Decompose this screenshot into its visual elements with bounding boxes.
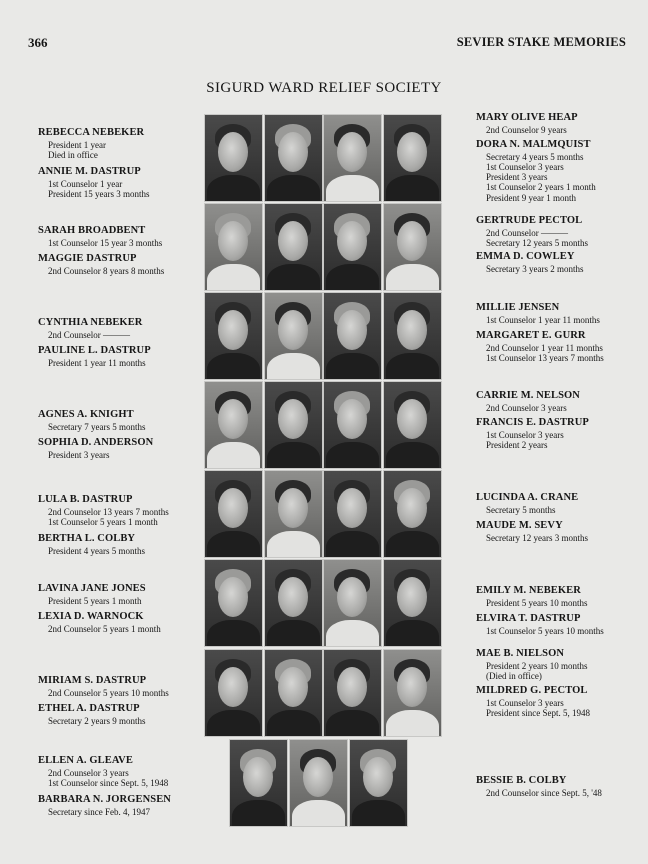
- member-name: CYNTHIA NEBEKER: [38, 317, 143, 328]
- portrait-photo: [383, 470, 442, 558]
- member-service: (Died in office): [486, 670, 542, 681]
- member-service: 2nd Counselor 5 years 1 month: [48, 623, 161, 634]
- portrait-photo: [264, 649, 323, 737]
- member-service: President 5 years 1 month: [48, 595, 142, 606]
- portrait-photo: [204, 292, 263, 380]
- right-entry: [476, 216, 588, 248]
- member-service: Secretary 2 years 9 months: [48, 715, 146, 726]
- member-service: President 4 years 5 months: [48, 545, 145, 556]
- left-entry: [38, 756, 168, 788]
- member-name: BESSIE B. COLBY: [476, 775, 567, 786]
- portrait-photo: [229, 739, 288, 827]
- member-name: MARGARET E. GURR: [476, 330, 586, 341]
- member-service: 1st Counselor 3 years: [486, 429, 564, 440]
- portrait-photo: [383, 649, 442, 737]
- member-service: 1st Counselor 3 years: [486, 697, 564, 708]
- portrait-photo: [383, 559, 442, 647]
- portrait-photo: [204, 114, 263, 202]
- portrait-photo: [264, 114, 323, 202]
- portrait-photo: [204, 381, 263, 469]
- member-name: MAUDE M. SEVY: [476, 520, 563, 531]
- member-name: MAE B. NIELSON: [476, 648, 565, 659]
- member-service: 1st Counselor 1 year: [48, 178, 123, 189]
- left-entry: [38, 704, 145, 726]
- member-service: 1st Counselor since Sept. 5, 1948: [48, 777, 169, 788]
- member-service: 2nd Counselor since Sept. 5, '48: [486, 787, 602, 798]
- member-service: Secretary 5 months: [486, 504, 556, 515]
- member-name: EMILY M. NEBEKER: [476, 585, 581, 596]
- member-service: President 2 years 10 months: [486, 660, 588, 671]
- member-service: Secretary 7 years 5 months: [48, 421, 146, 432]
- member-name: LAVINA JANE JONES: [38, 583, 146, 594]
- right-entry: [476, 140, 596, 203]
- right-entry: [476, 418, 589, 450]
- portrait-photo: [323, 203, 382, 291]
- portrait-photo: [383, 292, 442, 380]
- member-name: DORA N. MALMQUIST: [476, 139, 591, 150]
- portrait-photo: [264, 292, 323, 380]
- left-entry: [38, 534, 145, 556]
- member-service: 1st Counselor 1 year 11 months: [486, 314, 600, 325]
- member-service: Secretary 12 years 5 months: [486, 237, 588, 248]
- portrait-photo: [264, 470, 323, 558]
- member-service: President 3 years: [486, 172, 548, 183]
- member-name: ELVIRA T. DASTRUP: [476, 613, 581, 624]
- portrait-photo: [323, 114, 382, 202]
- left-entry: [38, 254, 164, 276]
- right-entry: [476, 649, 588, 681]
- member-name: LUCINDA A. CRANE: [476, 492, 579, 503]
- page-number: 366: [28, 35, 48, 50]
- member-name: REBECCA NEBEKER: [38, 127, 145, 138]
- member-name: FRANCIS E. DASTRUP: [476, 417, 589, 428]
- left-entry: [38, 495, 169, 527]
- member-name: ETHEL A. DASTRUP: [38, 703, 140, 714]
- right-entry: [476, 614, 604, 636]
- member-name: MAGGIE DASTRUP: [38, 253, 137, 264]
- member-name: MIRIAM S. DASTRUP: [38, 675, 147, 686]
- member-service: 1st Counselor 15 year 3 months: [48, 237, 163, 248]
- member-service: President 9 year 1 month: [486, 192, 576, 203]
- portrait-photo: [204, 559, 263, 647]
- member-service: 1st Counselor 3 years: [486, 161, 564, 172]
- member-service: 2nd Counselor 13 years 7 months: [48, 506, 169, 517]
- right-entry: [476, 521, 588, 543]
- member-service: President 3 years: [48, 449, 110, 460]
- member-service: Secretary 4 years 5 months: [486, 151, 584, 162]
- portrait-photo: [383, 203, 442, 291]
- member-name: LULA B. DASTRUP: [38, 494, 133, 505]
- left-entry: [38, 346, 151, 368]
- member-service: Secretary 3 years 2 months: [486, 263, 584, 274]
- portrait-photo: [323, 381, 382, 469]
- member-name: ELLEN A. GLEAVE: [38, 755, 133, 766]
- member-name: CARRIE M. NELSON: [476, 390, 580, 401]
- portrait-photo: [323, 559, 382, 647]
- member-service: 2nd Counselor 8 years 8 months: [48, 265, 165, 276]
- portrait-photo: [349, 739, 408, 827]
- left-entry: [38, 167, 150, 199]
- page-title: SIGURD WARD RELIEF SOCIETY: [206, 80, 442, 96]
- member-service: 2nd Counselor ———: [48, 329, 130, 340]
- right-entry: [476, 586, 588, 608]
- portrait-photo: [204, 470, 263, 558]
- member-name: GERTRUDE PECTOL: [476, 215, 583, 226]
- book-title: SEVIER STAKE MEMORIES: [456, 35, 626, 49]
- member-service: 1st Counselor 5 years 10 months: [486, 625, 604, 636]
- member-service: Died in office: [48, 149, 98, 160]
- portrait-photo: [383, 381, 442, 469]
- right-entry: [476, 252, 583, 274]
- member-service: 1st Counselor 13 years 7 months: [486, 352, 604, 363]
- member-service: President 1 year: [48, 139, 106, 150]
- right-entry: [476, 113, 578, 135]
- member-service: President since Sept. 5, 1948: [486, 707, 590, 718]
- member-service: 2nd Counselor ———: [486, 227, 568, 238]
- member-name: BERTHA L. COLBY: [38, 533, 136, 544]
- member-name: MILDRED G. PECTOL: [476, 685, 588, 696]
- left-entry: [38, 318, 142, 340]
- member-service: Secretary 12 years 3 months: [486, 532, 588, 543]
- member-service: 2nd Counselor 3 years: [48, 767, 129, 778]
- portrait-photo: [323, 649, 382, 737]
- portrait-photo: [204, 649, 263, 737]
- left-entry: [38, 795, 171, 817]
- right-entry: [476, 391, 580, 413]
- member-service: 2nd Counselor 9 years: [486, 124, 567, 135]
- right-entry: [476, 303, 600, 325]
- member-service: 2nd Counselor 1 year 11 months: [486, 342, 603, 353]
- right-entry: [476, 776, 602, 798]
- member-name: PAULINE L. DASTRUP: [38, 345, 151, 356]
- portrait-photo: [383, 114, 442, 202]
- member-name: SARAH BROADBENT: [38, 225, 146, 236]
- left-entry: [38, 410, 145, 432]
- member-name: MILLIE JENSEN: [476, 302, 560, 313]
- portrait-photo: [264, 203, 323, 291]
- right-entry: [476, 493, 578, 515]
- portrait-photo: [323, 470, 382, 558]
- member-service: 2nd Counselor 3 years: [486, 402, 567, 413]
- right-entry: [476, 686, 590, 718]
- left-entry: [38, 226, 162, 248]
- portrait-photo: [264, 559, 323, 647]
- member-name: EMMA D. COWLEY: [476, 251, 575, 262]
- member-service: 1st Counselor 2 years 1 month: [486, 182, 596, 193]
- member-service: 2nd Counselor 5 years 10 months: [48, 687, 169, 698]
- member-name: MARY OLIVE HEAP: [476, 112, 578, 123]
- member-service: President 2 years: [486, 439, 548, 450]
- member-service: 1st Counselor 5 years 1 month: [48, 516, 158, 527]
- member-service: President 1 year 11 months: [48, 357, 146, 368]
- portrait-photo: [264, 381, 323, 469]
- member-name: SOPHIA D. ANDERSON: [38, 437, 154, 448]
- left-entry: [38, 676, 169, 698]
- portrait-photo: [323, 292, 382, 380]
- portrait-photo: [204, 203, 263, 291]
- member-name: LEXIA D. WARNOCK: [38, 611, 144, 622]
- left-entry: [38, 612, 161, 634]
- member-name: BARBARA N. JORGENSEN: [38, 794, 171, 805]
- member-name: AGNES A. KNIGHT: [38, 409, 134, 420]
- right-entry: [476, 331, 604, 363]
- left-entry: [38, 128, 144, 160]
- member-name: ANNIE M. DASTRUP: [38, 166, 141, 177]
- portrait-photo: [289, 739, 348, 827]
- left-entry: [38, 438, 153, 460]
- member-service: President 5 years 10 months: [486, 597, 588, 608]
- member-service: Secretary since Feb. 4, 1947: [48, 806, 150, 817]
- member-service: President 15 years 3 months: [48, 188, 150, 199]
- left-entry: [38, 584, 146, 606]
